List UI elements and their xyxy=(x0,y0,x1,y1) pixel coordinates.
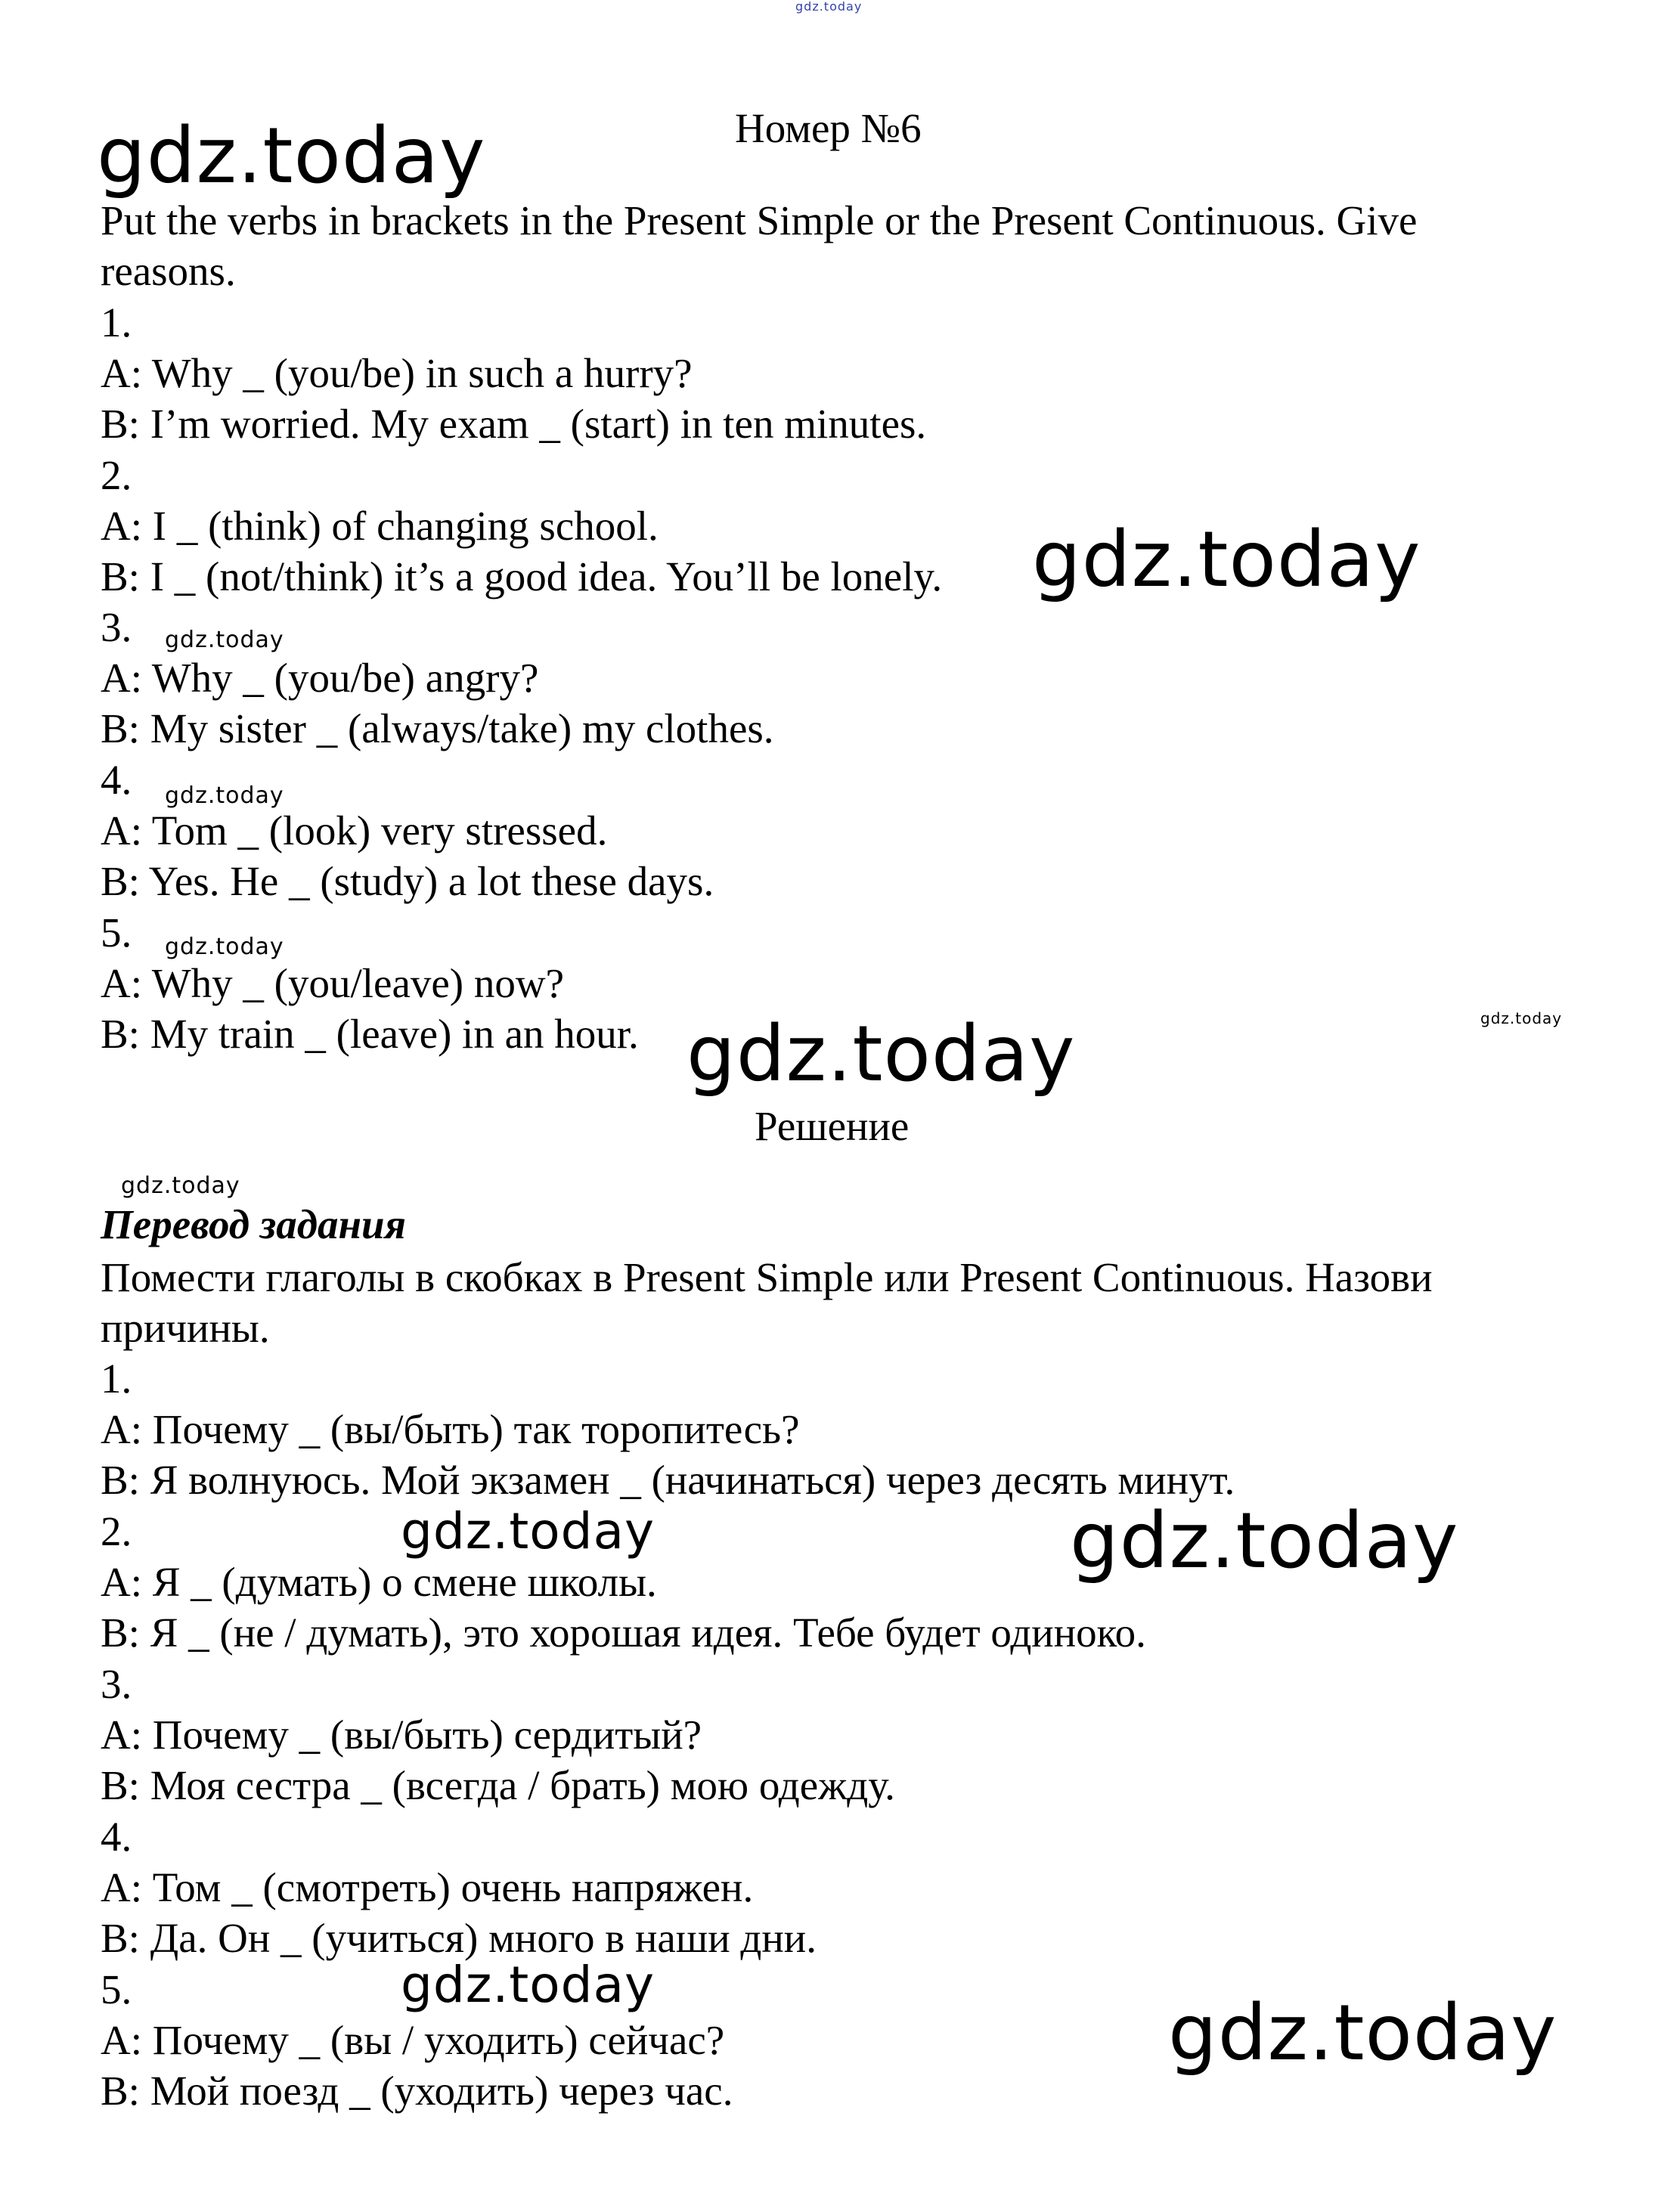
dialogue-line-a: A: Why _ (you/be) in such a hurry? xyxy=(101,350,693,396)
dialogue-line-a: A: Я _ (думать) о смене школы. xyxy=(101,1559,657,1605)
watermark: gdz.today xyxy=(121,1173,240,1199)
solution-instruction: причины. xyxy=(101,1305,270,1351)
item-number: 4. xyxy=(101,757,132,803)
dialogue-line-a: A: Почему _ (вы / уходить) сейчас? xyxy=(101,2017,725,2063)
item-number: 3. xyxy=(101,1661,132,1707)
dialogue-line-b: B: My sister _ (always/take) my clothes. xyxy=(101,705,774,751)
dialogue-line-a: A: Почему _ (вы/быть) так торопитесь? xyxy=(101,1406,800,1452)
item-number: 5. xyxy=(101,1966,132,2012)
dialogue-line-b: B: My train _ (leave) in an hour. xyxy=(101,1011,639,1057)
solution-instruction: Помести глаголы в скобках в Present Simple или Present Continuous. Назови xyxy=(101,1254,1433,1300)
dialogue-line-b: B: Мой поезд _ (уходить) через час. xyxy=(101,2068,733,2114)
solution-title: Решение xyxy=(755,1103,910,1149)
watermark: gdz.today xyxy=(1168,1988,1557,2078)
item-number: 3. xyxy=(101,604,132,650)
dialogue-line-a: A: Tom _ (look) very stressed. xyxy=(101,807,608,854)
item-number: 2. xyxy=(101,452,132,498)
task-instruction: Put the verbs in brackets in the Present Simple or the Present Continuous. Give xyxy=(101,197,1418,243)
watermark: gdz.today xyxy=(401,1502,655,1560)
item-number: 4. xyxy=(101,1814,132,1860)
watermark: gdz.today xyxy=(401,1956,655,2014)
dialogue-line-b: B: Я _ (не / думать), это хорошая идея. Тебе будет одиноко. xyxy=(101,1609,1146,1656)
dialogue-line-a: A: I _ (think) of changing school. xyxy=(101,503,659,549)
watermark: gdz.today xyxy=(686,1009,1076,1099)
watermark: gdz.today xyxy=(97,111,486,201)
task-instruction: reasons. xyxy=(101,248,236,294)
watermark: gdz.today xyxy=(1070,1496,1459,1586)
dialogue-line-a: A: Том _ (смотреть) очень напряжен. xyxy=(101,1864,754,1910)
dialogue-line-b: B: Я волнуюсь. Мой экзамен _ (начинаться) через десять минут. xyxy=(101,1457,1235,1503)
watermark: gdz.today xyxy=(795,0,863,14)
watermark: gdz.today xyxy=(1032,515,1421,605)
watermark: gdz.today xyxy=(165,782,284,809)
item-number: 1. xyxy=(101,1355,132,1402)
dialogue-line-b: B: Моя сестра _ (всегда / брать) мою одежду. xyxy=(101,1762,895,1808)
translation-heading: Перевод задания xyxy=(101,1201,406,1247)
dialogue-line-b: B: Yes. He _ (study) a lot these days. xyxy=(101,858,714,904)
dialogue-line-b: B: I’m worried. My exam _ (start) in ten minutes. xyxy=(101,401,927,447)
watermark: gdz.today xyxy=(165,934,284,960)
dialogue-line-a: A: Why _ (you/leave) now? xyxy=(101,960,564,1006)
watermark: gdz.today xyxy=(165,627,284,653)
item-number: 5. xyxy=(101,909,132,956)
item-number: 1. xyxy=(101,299,132,345)
task-title: Номер №6 xyxy=(735,105,922,151)
dialogue-line-b: B: Да. Он _ (учиться) много в наши дни. xyxy=(101,1915,817,1961)
dialogue-line-b: B: I _ (not/think) it’s a good idea. You’ll be lonely. xyxy=(101,553,943,599)
watermark: gdz.today xyxy=(1480,1009,1563,1027)
dialogue-line-a: A: Почему _ (вы/быть) сердитый? xyxy=(101,1712,702,1758)
item-number: 2. xyxy=(101,1508,132,1554)
dialogue-line-a: A: Why _ (you/be) angry? xyxy=(101,655,539,701)
